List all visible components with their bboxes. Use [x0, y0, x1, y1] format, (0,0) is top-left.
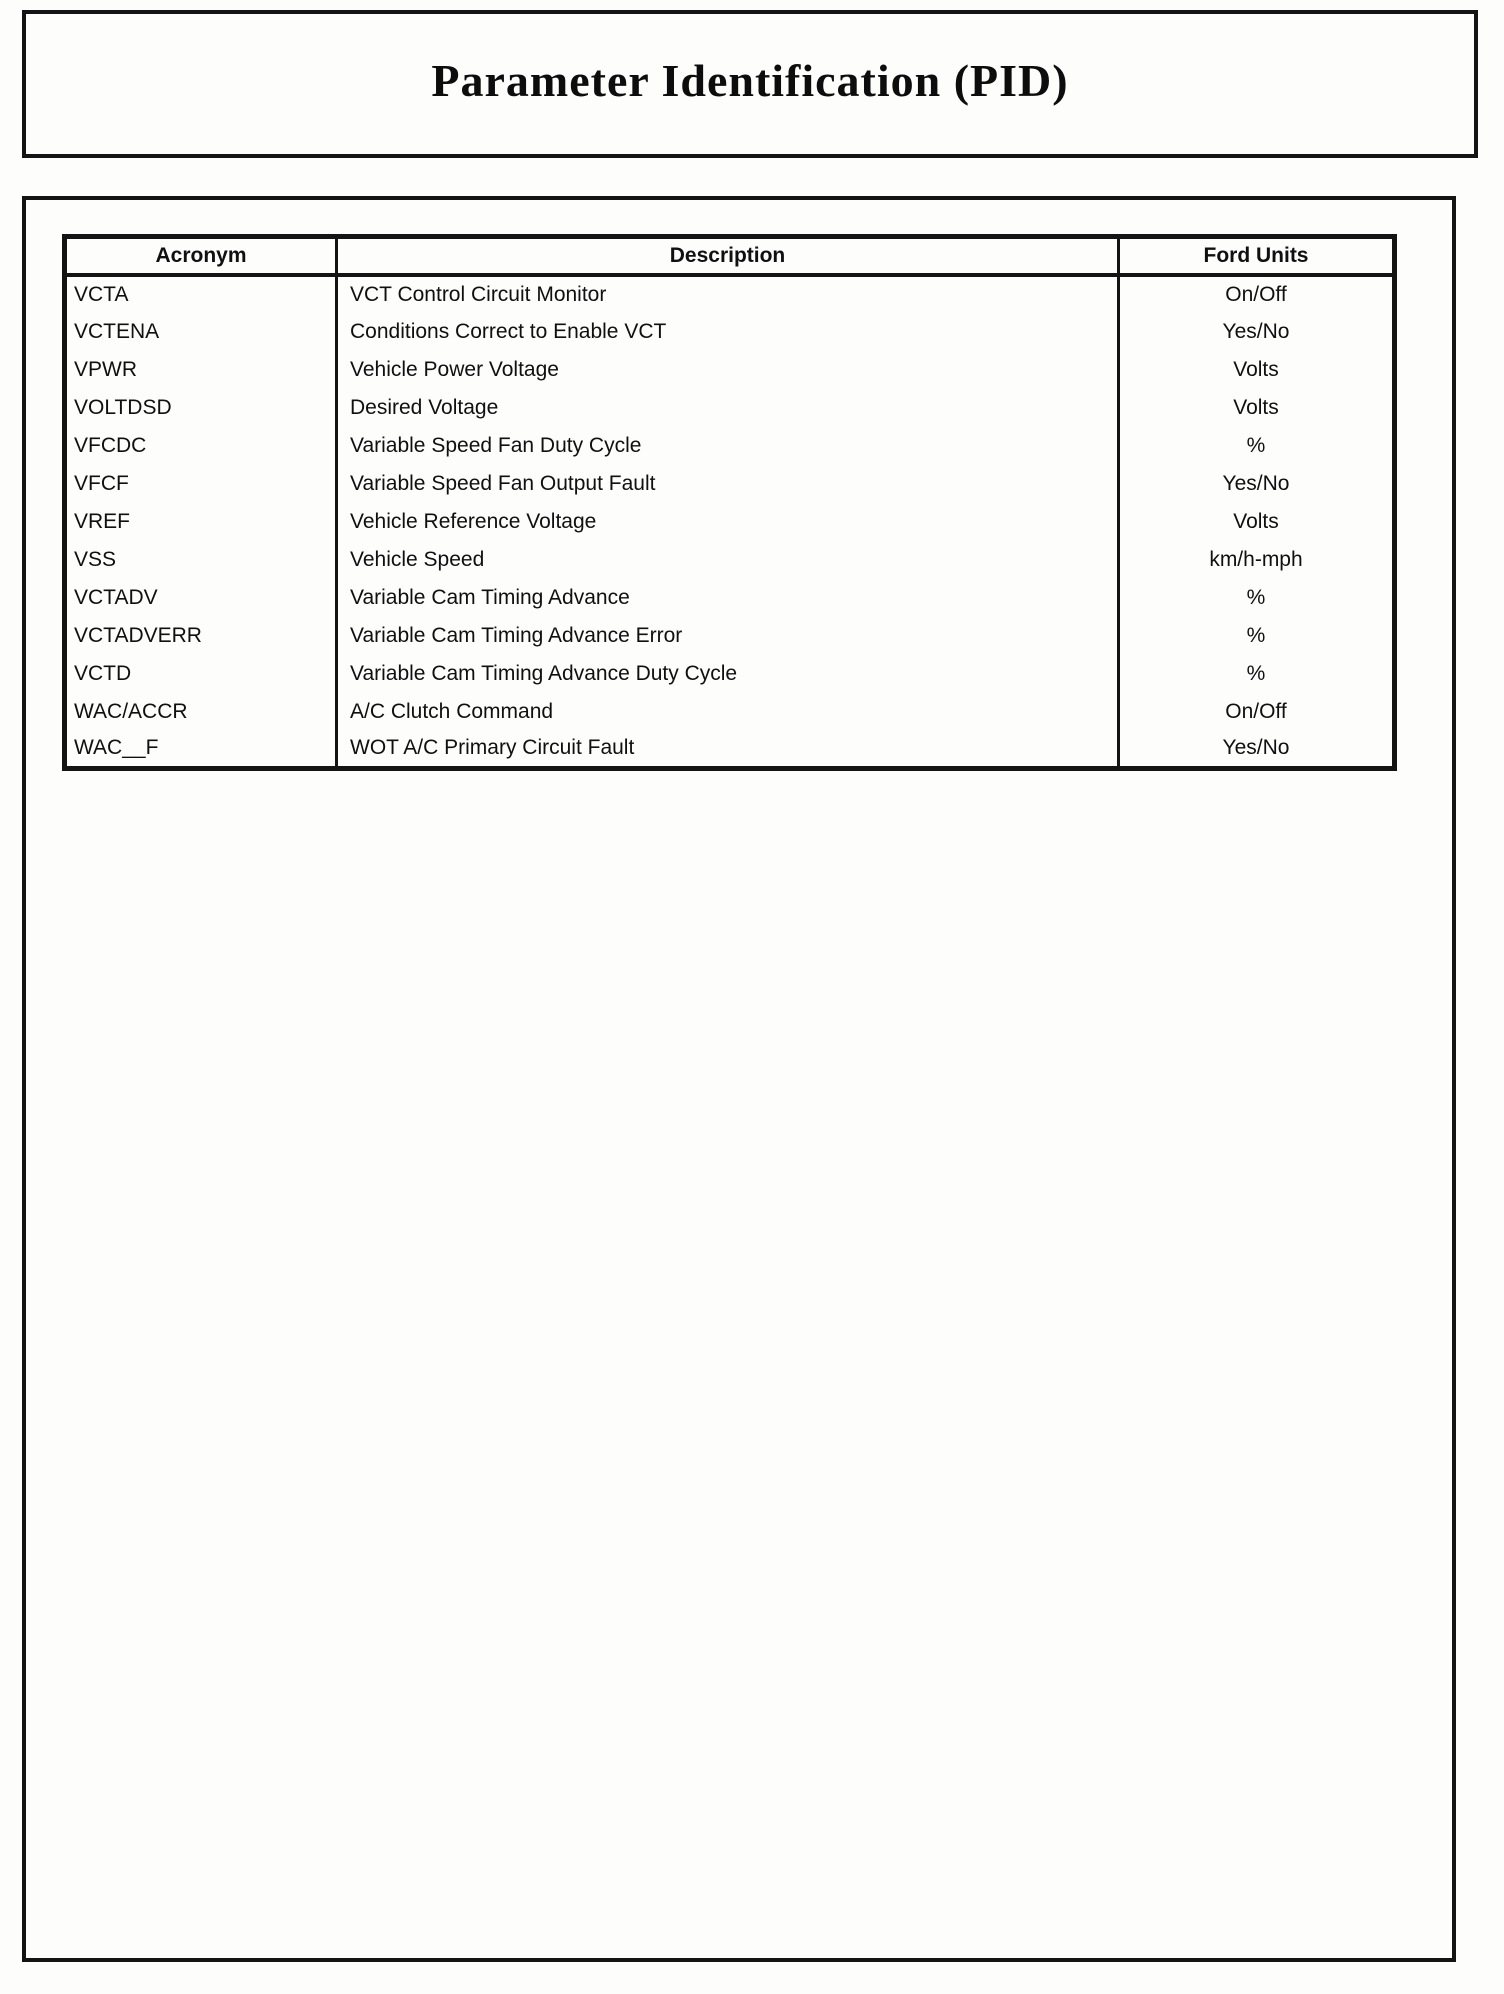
- cell-acronym: VPWR: [65, 351, 337, 389]
- cell-description: Variable Cam Timing Advance Error: [337, 617, 1119, 655]
- header-row: [65, 237, 1395, 275]
- page-title: Parameter Identification (PID): [431, 54, 1069, 106]
- cell-acronym: WAC__F: [65, 731, 337, 769]
- cell-ford-units: %: [1246, 623, 1266, 647]
- cell-acronym: VCTD: [65, 655, 337, 693]
- content-box: [22, 196, 1456, 1962]
- table-row: [65, 351, 1395, 389]
- cell-ford-units: Yes/No: [1222, 471, 1290, 495]
- cell-description: WOT A/C Primary Circuit Fault: [337, 731, 1119, 769]
- cell-ford-units: %: [1246, 661, 1266, 685]
- cell-acronym: WAC/ACCR: [65, 693, 337, 731]
- cell-ford-units: Volts: [1233, 509, 1279, 533]
- cell-ford-units: %: [1246, 433, 1266, 457]
- header-acronym: Acronym: [65, 237, 337, 275]
- cell-ford-units: Volts: [1233, 395, 1279, 419]
- cell-acronym: VCTA: [65, 275, 337, 313]
- title-box: [22, 10, 1478, 158]
- cell-ford-units: %: [1246, 585, 1266, 609]
- cell-description: A/C Clutch Command: [337, 693, 1119, 731]
- pid-table-header: [65, 237, 1395, 275]
- table-row: [65, 427, 1395, 465]
- cell-description: Vehicle Speed: [337, 541, 1119, 579]
- cell-description: VCT Control Circuit Monitor: [337, 275, 1119, 313]
- cell-description: Variable Speed Fan Output Fault: [337, 465, 1119, 503]
- pid-table-body: [65, 275, 1395, 769]
- cell-acronym: VCTADV: [65, 579, 337, 617]
- cell-ford-units: km/h-mph: [1209, 547, 1303, 571]
- table-row: [65, 731, 1395, 769]
- cell-ford-units: On/Off: [1225, 699, 1287, 723]
- table-row: [65, 655, 1395, 693]
- cell-description: Vehicle Power Voltage: [337, 351, 1119, 389]
- cell-ford-units: Yes/No: [1222, 319, 1290, 343]
- table-row: [65, 579, 1395, 617]
- table-row: [65, 617, 1395, 655]
- table-row: [65, 313, 1395, 351]
- cell-description: Variable Speed Fan Duty Cycle: [337, 427, 1119, 465]
- table-row: [65, 465, 1395, 503]
- cell-description: Variable Cam Timing Advance: [337, 579, 1119, 617]
- table-row: [65, 503, 1395, 541]
- header-description: Description: [337, 237, 1119, 275]
- cell-acronym: VFCDC: [65, 427, 337, 465]
- cell-acronym: VSS: [65, 541, 337, 579]
- cell-ford-units: Yes/No: [1222, 736, 1290, 760]
- table-row: [65, 389, 1395, 427]
- header-ford-units: Ford Units: [1119, 237, 1395, 275]
- cell-description: Desired Voltage: [337, 389, 1119, 427]
- table-row: [65, 541, 1395, 579]
- cell-acronym: VOLTDSD: [65, 389, 337, 427]
- cell-ford-units: Volts: [1233, 357, 1279, 381]
- cell-acronym: VREF: [65, 503, 337, 541]
- cell-acronym: VCTENA: [65, 313, 337, 351]
- cell-description: Conditions Correct to Enable VCT: [337, 313, 1119, 351]
- cell-description: Variable Cam Timing Advance Duty Cycle: [337, 655, 1119, 693]
- table-row: [65, 275, 1395, 313]
- cell-acronym: VFCF: [65, 465, 337, 503]
- cell-ford-units: On/Off: [1225, 282, 1287, 306]
- pid-table: [62, 234, 1397, 771]
- cell-description: Vehicle Reference Voltage: [337, 503, 1119, 541]
- table-row: [65, 693, 1395, 731]
- cell-acronym: VCTADVERR: [65, 617, 337, 655]
